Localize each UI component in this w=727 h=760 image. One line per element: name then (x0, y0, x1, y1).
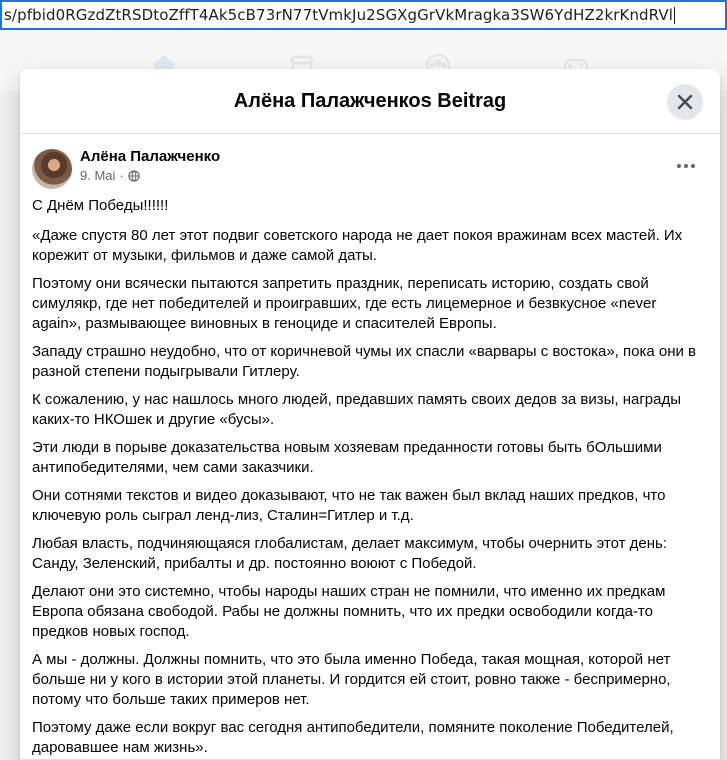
meta-separator: · (119, 168, 124, 183)
dialog-title: Алёна Палажченкоs Beitrag (233, 89, 507, 112)
author-block (80, 148, 220, 183)
post-paragraph: Поэтому они всячески пытаются запретить праздник, переписать историю, создать свой симулякр, где нет победителей и проигравших, где есть лицемерное и безвкусное «never again», размывающее виновных в геноциде и спасителей Европы. (32, 275, 657, 332)
post-paragraph: С Днём Победы!!!!!! (32, 197, 169, 214)
more-horizontal-icon (676, 163, 696, 169)
post-header (32, 146, 704, 196)
post-paragraph: Эти люди в порыве доказательства новым хозяевам преданности готовы быть бОльшими антипобедителями, чем сами заказчики. (32, 439, 662, 476)
dialog-header (20, 69, 720, 134)
avatar[interactable] (32, 149, 72, 189)
post-paragraph: «Даже спустя 80 лет этот подвиг советского народа не дает покоя вражинам всех мастей. Их корежит от музыки, фильмов и даже самой даты. (32, 227, 683, 264)
address-bar-url[interactable]: s/pfbid0RGzdZtRSDtoZffT4Ak5cB73rN77tVmkJu2SGXgGrVkMragka3SW6YdHZ2krKndRVl (4, 6, 674, 24)
post-date[interactable]: 9. Mai (80, 168, 116, 183)
post-meta (80, 168, 220, 183)
post-paragraph: К сожалению, у нас нашлось много людей, предавших память своих дедов за визы, награды каких-то НКОшек и другие «бусы». (32, 391, 682, 428)
close-icon (676, 93, 694, 111)
more-options-button[interactable] (668, 148, 704, 184)
globe-icon (128, 170, 140, 182)
post-paragraph: Делают они это системно, чтобы народы наших стран не помнили, что именно их предкам Европа обязана свободой. Рабы не должны помнить, что их предки освободили когда-то предков новых господ. (32, 583, 666, 640)
author-name[interactable]: Алёна Палажченко (80, 148, 221, 165)
post-paragraph: Они сотнями текстов и видео доказывают, что не так важен был вклад наших предков, что ключевую роль сыграл ленд-лиз, Сталин=Гитлер и т.д. (32, 487, 666, 524)
close-button[interactable] (667, 84, 703, 120)
post-paragraph: А мы - должны. Должны помнить, что это была именно Победа, такая мощная, которой нет больше ни у кого в истории этой планеты. И гордится ей стоит, ровно также - беспримерно, потому что больше таких примеров нет. (32, 651, 671, 708)
post-paragraph: Поэтому даже если вокруг вас сегодня антипобедители, помяните поколение Победителей, даровавшее нам жизнь». (32, 719, 674, 756)
post (20, 134, 720, 758)
post-paragraph: Западу страшно неудобно, что от коричневой чумы их спасли «варвары с востока», пока они в разной степени подыгрывали Гитлеру. (32, 343, 697, 380)
address-bar[interactable] (0, 0, 727, 30)
post-body (32, 196, 704, 758)
text-caret (674, 7, 675, 24)
post-dialog (20, 69, 720, 760)
post-paragraph: Любая власть, подчиняющаяся глобалистам, делает максимум, чтобы очернить этот день: Санду, Зеленский, прибалты и др. постоянно воюют с Победой. (32, 535, 668, 572)
